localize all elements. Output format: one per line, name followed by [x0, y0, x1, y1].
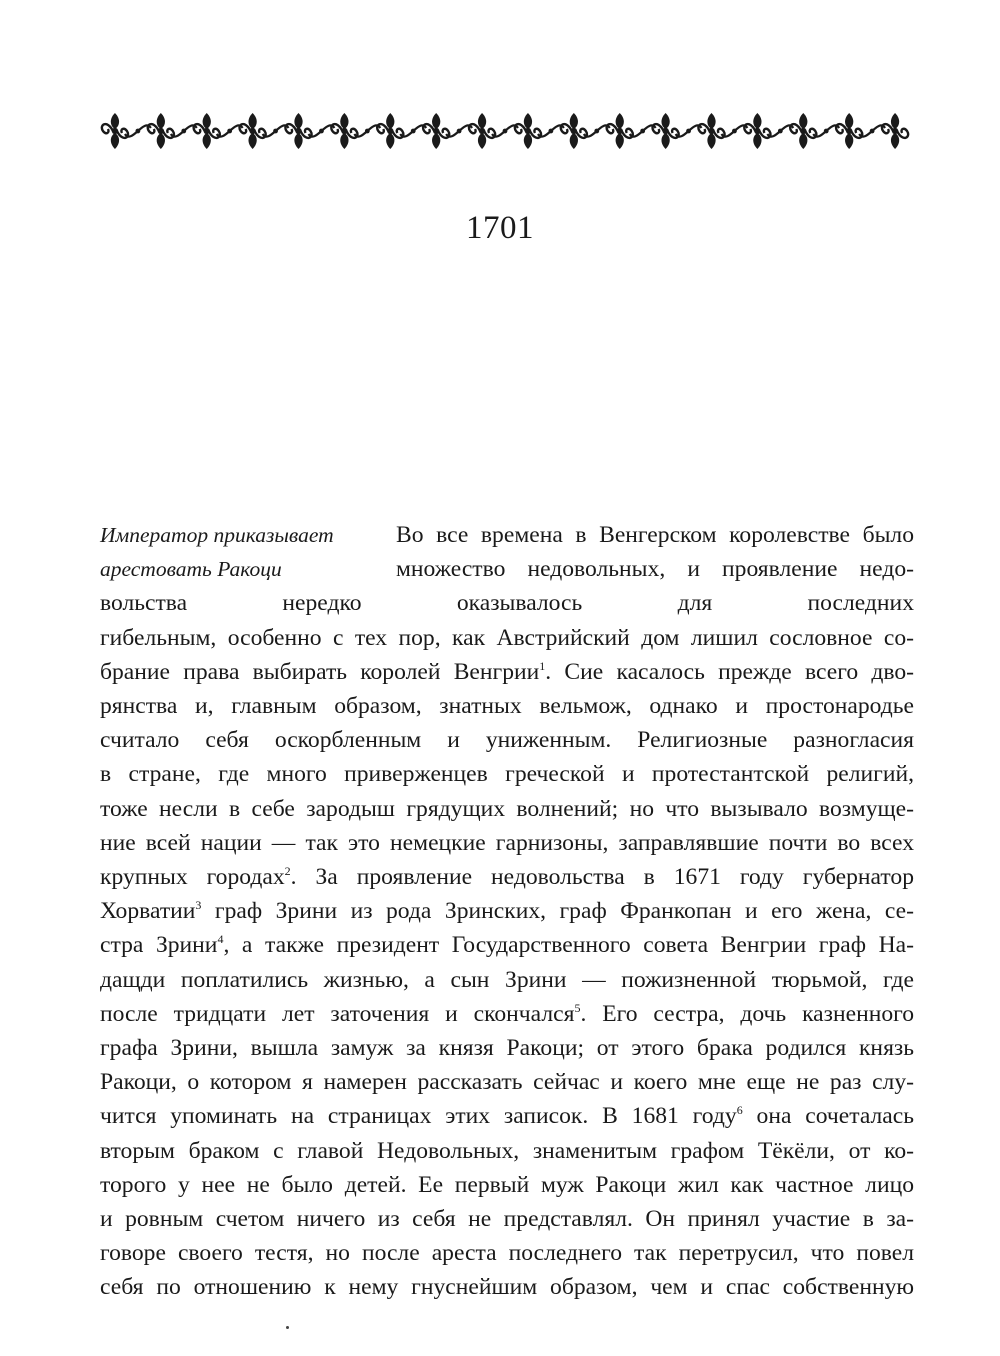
scroll-curl [607, 124, 618, 133]
scroll-curl [148, 124, 159, 133]
text-run: тоже несли в себе зародыш грядущих волнений; но что вызывало возмуще- [100, 795, 914, 822]
text-run: графа Зрини, вышла замуж за князя Ракоци; от этого брака родился князь [100, 1035, 914, 1062]
text-line [100, 963, 914, 997]
fleur-petal [203, 133, 211, 149]
fleur-petal [386, 133, 394, 149]
ornament-dot [457, 129, 462, 134]
scroll-curl [285, 124, 296, 133]
footnote-marker[interactable]: 2 [284, 864, 291, 879]
fleur-petal [570, 113, 578, 129]
fleur-petal [707, 133, 715, 149]
ornament-knot [571, 128, 577, 134]
fleur-petal [340, 113, 348, 129]
fleur-petal [799, 133, 807, 149]
fleur-petal [432, 133, 440, 149]
text-run: крупных городах [100, 864, 285, 891]
fleur-petal [707, 113, 715, 129]
marginal-note-line: арестовать Ракоци [100, 557, 282, 582]
scroll-curl [515, 124, 526, 133]
text-run: Ракоци, о котором я намерен рассказать сейчас и коего мне еще не раз слу- [100, 1069, 914, 1096]
ornament-knot [708, 128, 714, 134]
fleur-petal [111, 113, 119, 129]
fleur-petal [891, 113, 899, 129]
ornament-knot [892, 128, 898, 134]
ornament-knot [662, 128, 668, 134]
fleur-petal [753, 133, 761, 149]
ornament-knot [112, 128, 118, 134]
text-run: . Его сестра, дочь казненного [580, 1000, 914, 1027]
text-run: Хорватии [100, 898, 196, 925]
ornament-knot [617, 128, 623, 134]
footnote-marker[interactable]: 3 [195, 898, 202, 913]
marginal-note [100, 518, 382, 586]
ornament-dot [181, 129, 186, 134]
fleur-petal [248, 113, 256, 129]
fleur-petal [661, 133, 669, 149]
ornament-knot [387, 128, 393, 134]
text-line [100, 757, 914, 791]
fleur-petal [432, 113, 440, 129]
ornament-knot [525, 128, 531, 134]
scroll-curl [882, 124, 893, 133]
scroll-curl [194, 124, 205, 133]
decorative-ornament-border [92, 106, 918, 156]
ornament-dot [411, 129, 416, 134]
text-run: ние всей нации — так это немецкие гарнизоны, заправлявшие почти во всех [100, 829, 914, 856]
text-line [100, 826, 914, 860]
text-run: брание права выбирать королей Венгрии [100, 658, 540, 685]
fleur-petal [294, 133, 302, 149]
ornament-dot [686, 129, 691, 134]
scroll-curl [561, 124, 572, 133]
text-run: дащди поплатились жизнью, а сын Зрини — пожизненной тюрьмой, где [100, 966, 914, 993]
ornament-dot [319, 129, 324, 134]
main-text [100, 518, 914, 1305]
text-line [100, 1031, 914, 1065]
text-line [100, 1202, 914, 1236]
ornament-knot [295, 128, 301, 134]
fleur-petal [478, 133, 486, 149]
text-run: торого у нее не было детей. Ее первый муж Ракоци жил как частное лицо [100, 1171, 914, 1198]
text-run: рянства и, главным образом, знатных вельмож, однако и простонародье [100, 693, 914, 720]
text-line [100, 1236, 914, 1270]
text-run: гибельным, особенно с тех пор, как Австрийский дом лишил сословное со- [100, 624, 914, 651]
footnote-marker[interactable]: 6 [736, 1103, 743, 1118]
text-line [100, 1134, 914, 1168]
text-line [100, 1065, 914, 1099]
text-line [100, 792, 914, 826]
fleur-petal [661, 113, 669, 129]
text-run: себя по отношению к нему гнуснейшим образом, чем и спас собственную [100, 1274, 914, 1301]
body-paragraph [100, 518, 914, 1305]
text-run: вторым браком с главой Недовольных, знаменитым графом Тёкёли, от ко- [100, 1137, 914, 1164]
ornament-knot [341, 128, 347, 134]
text-line [100, 655, 914, 689]
text-line [100, 928, 914, 962]
scroll-curl [331, 124, 342, 133]
text-line [100, 723, 914, 757]
ornament-dot [732, 129, 737, 134]
fleur-petal [386, 113, 394, 129]
footnote-marker[interactable]: 5 [574, 1000, 581, 1015]
text-line [100, 1099, 914, 1133]
text-line [100, 860, 914, 894]
ornament-dot [870, 129, 875, 134]
fleur-petal [203, 113, 211, 129]
text-line [100, 894, 914, 928]
text-run: говоре своего тестя, но после ареста последнего так перетрусил, что повел [100, 1240, 914, 1267]
text-run: она сочеталась [742, 1103, 914, 1130]
scroll-curl [836, 124, 847, 133]
fleur-petal [524, 133, 532, 149]
ornament-dot [640, 129, 645, 134]
ornament-dot [548, 129, 553, 134]
text-run: вольства нередко оказывалось для последних [100, 590, 914, 617]
fleur-petal [845, 133, 853, 149]
ornament-knot [204, 128, 210, 134]
fleur-petal [340, 133, 348, 149]
scroll-curl [744, 124, 755, 133]
ornament-knot [754, 128, 760, 134]
fleur-petal [111, 133, 119, 149]
scroll-curl [897, 129, 908, 138]
ornament-knot [158, 128, 164, 134]
text-line [100, 997, 914, 1031]
scroll-curl [377, 124, 388, 133]
scroll-curl [102, 124, 113, 133]
fleur-petal [524, 113, 532, 129]
footnote-marker[interactable]: 4 [217, 932, 224, 947]
ornament-dot [778, 129, 783, 134]
fleur-petal [845, 113, 853, 129]
scroll-curl [698, 124, 709, 133]
ornament-dot [824, 129, 829, 134]
fleur-de-lis-ornament-icon [92, 106, 918, 156]
text-run: множество недовольных, и проявление недо- [396, 556, 914, 583]
ornament-knot [800, 128, 806, 134]
ornament-knot [249, 128, 255, 134]
text-run: . Сие касалось прежде всего дво- [545, 658, 914, 685]
fleur-petal [157, 113, 165, 129]
text-run: после тридцати лет заточения и скончался [100, 1000, 575, 1027]
fleur-petal [570, 133, 578, 149]
scroll-curl [423, 124, 434, 133]
text-run: стра Зрини [100, 932, 218, 959]
text-line [100, 689, 914, 723]
footnote-marker[interactable]: 1 [539, 658, 546, 673]
chapter-year-heading: 1701 [466, 210, 534, 246]
fleur-petal [799, 113, 807, 129]
fleur-petal [753, 113, 761, 129]
fleur-petal [616, 113, 624, 129]
page-speck [286, 1326, 289, 1329]
marginal-note-line: Император приказывает [100, 523, 334, 547]
ornament-knot [433, 128, 439, 134]
text-run: считало себя оскорбленным и униженным. Религиозные разногласия [100, 727, 914, 754]
text-run: Во все времена в Венгерском королевстве было [396, 522, 914, 548]
ornament-dot [227, 129, 232, 134]
text-run: . За проявление недовольства в 1671 году губернатор [290, 864, 914, 891]
fleur-petal [157, 133, 165, 149]
ornament-dot [273, 129, 278, 134]
ornament-dot [365, 129, 370, 134]
ornament-dot [135, 129, 140, 134]
ornament-knot [846, 128, 852, 134]
scroll-curl [469, 124, 480, 133]
ornament-knot [479, 128, 485, 134]
ornament-dot [594, 129, 599, 134]
ornament-dot [503, 129, 508, 134]
text-line [100, 1168, 914, 1202]
text-line [100, 586, 914, 620]
text-run: в стране, где много приверженцев греческой и протестантской религий, [100, 761, 914, 788]
fleur-petal [478, 113, 486, 129]
text-run: граф Зрини из рода Зринских, граф Франкопан и его жена, се- [201, 898, 914, 925]
text-run: и ровным счетом ничего из себя не представлял. Он принял участие в за- [100, 1206, 914, 1233]
scroll-curl [790, 124, 801, 133]
text-line [100, 621, 914, 655]
fleur-petal [891, 133, 899, 149]
fleur-petal [294, 113, 302, 129]
scroll-curl [240, 124, 251, 133]
text-run: , а также президент Государственного совета Венгрии граф На- [223, 932, 914, 959]
scroll-curl [653, 124, 664, 133]
text-run: чится упоминать на страницах этих записок. В 1681 году [100, 1103, 737, 1130]
fleur-petal [616, 133, 624, 149]
text-line [100, 1270, 914, 1304]
fleur-petal [248, 133, 256, 149]
